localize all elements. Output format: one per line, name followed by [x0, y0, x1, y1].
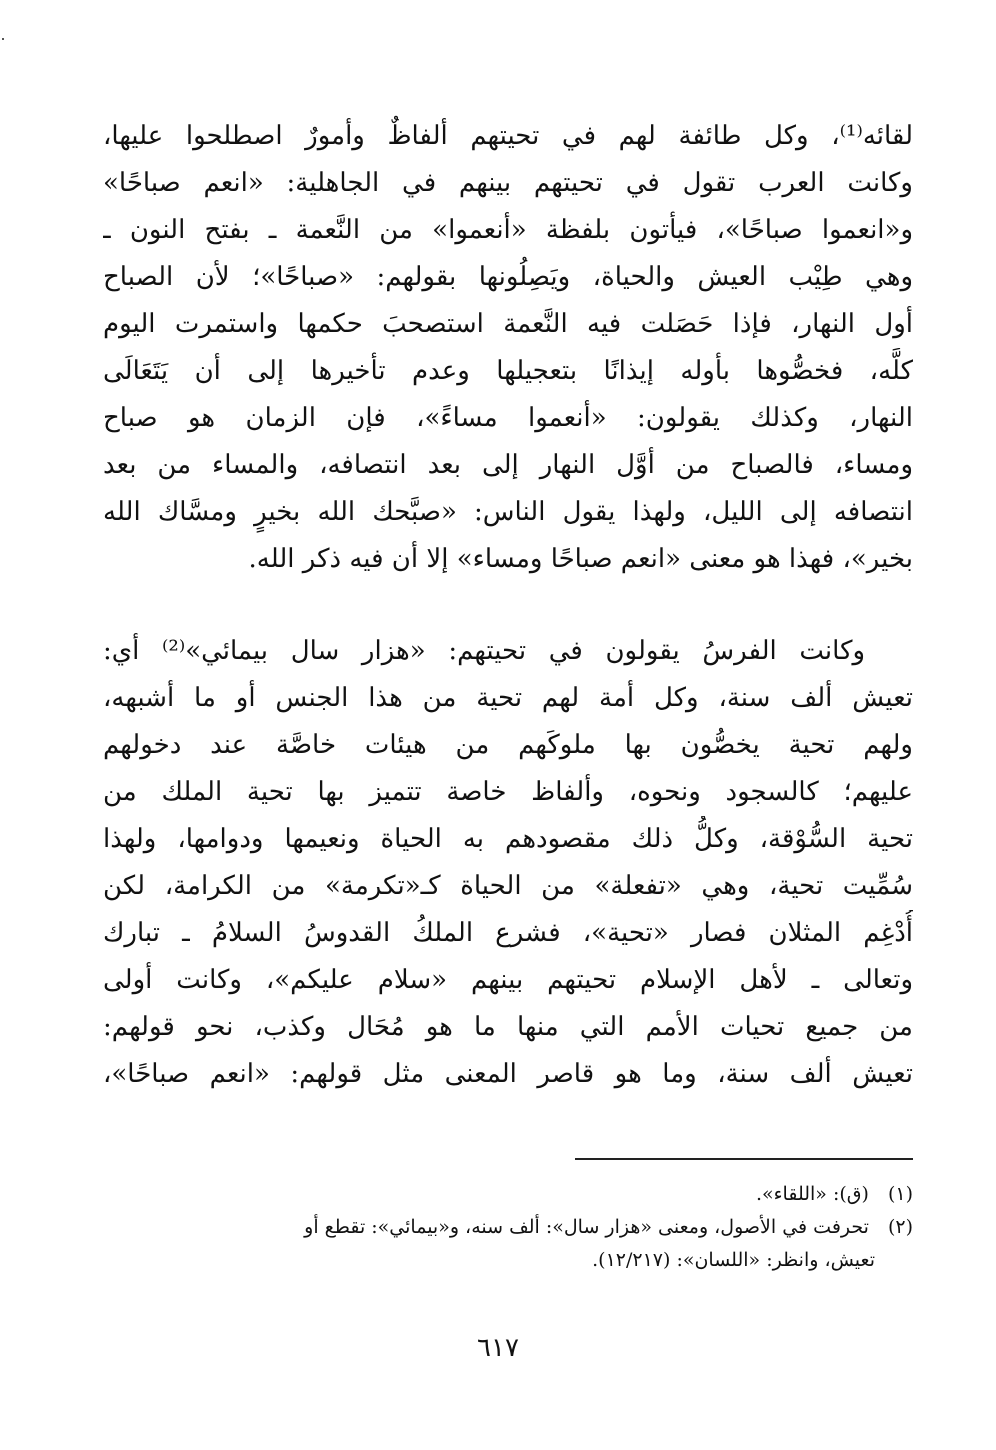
text-line: وكانت العرب تقول في تحيتهم بينهم في الجاهلية: «انعم صباحًا» — [103, 168, 913, 198]
footnote-separator — [575, 1158, 913, 1160]
text-line: تعيش ألف سنة، وكل أمة لهم تحية من هذا الجنس أو ما أشبهه، — [103, 683, 913, 713]
text-line: من جميع تحيات الأمم التي منها ما هو مُحَال وكذب، نحو قولهم: — [103, 1012, 913, 1042]
text-line: النهار، وكذلك يقولون: «أنعموا مساءً»، فإن الزمان هو صباح — [103, 403, 913, 433]
text-line: سُمِّيت تحية، وهي «تفعلة» من الحياة كـ«تكرمة» من الكرامة، لكن — [103, 871, 913, 901]
text-line: أُدْغِم المثلان فصار «تحية»، فشرع الملكُ القدوسُ السلامُ ـ تبارك — [103, 918, 913, 948]
paragraph-2 — [103, 628, 913, 1098]
text-line: كلَّه، فخصُّوها بأوله إيذانًا بتعجيلها وعدم تأخيرها إلى أن يَتَعَالَى — [103, 356, 913, 386]
text-line: تحية السُّوْقة، وكلُّ ذلك مقصودهم به الحياة ونعيمها ودوامها، ولهذا — [103, 824, 913, 854]
text-line: بخير»، فهذا هو معنى «انعم صباحًا ومساء» إلا أن فيه ذكر الله. — [248, 544, 913, 574]
footnote-number: (٢) — [887, 1216, 913, 1238]
footnote-text: تعيش، وانظر: «اللسان»: (١٢/٢١٧). — [592, 1249, 875, 1271]
footnote-2-continuation — [103, 1244, 913, 1277]
text-line: ومساء، فالصباح من أوَّل النهار إلى بعد انتصافه، والمساء من بعد — [103, 450, 913, 480]
paragraph-1 — [103, 113, 913, 583]
text-line: لقائه⁽¹⁾، وكل طائفة لهم في تحيتهم ألفاظٌ وأمورٌ اصطلحوا عليها، — [103, 121, 913, 151]
footnote-text: تحرفت في الأصول، ومعنى «هزار سال»: ألف سنه، و«بيمائي»: تقطع أو — [304, 1216, 869, 1238]
footnote-2 — [103, 1211, 913, 1244]
footnote-number: (١) — [887, 1183, 913, 1205]
text-line: وكانت الفرسُ يقولون في تحيتهم: «هزار سال بيمائي»⁽²⁾ أي: — [103, 636, 866, 666]
scan-speck — [2, 38, 4, 40]
text-line: و«انعموا صباحًا»، فيأتون بلفظة «أنعموا» من النَّعمة ـ بفتح النون ـ — [103, 215, 913, 245]
footnote-text: (ق): «اللقاء». — [755, 1183, 869, 1205]
text-line: ولهم تحية يخصُّون بها ملوكَهم من هيئات خاصَّة عند دخولهم — [103, 730, 913, 760]
text-line: وهي طِيْب العيش والحياة، ويَصِلُونها بقولهم: «صباحًا»؛ لأن الصباح — [103, 262, 913, 292]
text-line: أول النهار، فإذا حَصَلت فيه النَّعمة استصحبَ حكمها واستمرت اليوم — [103, 309, 913, 339]
page-number: ٦١٧ — [477, 1333, 519, 1363]
text-line: انتصافه إلى الليل، ولهذا يقول الناس: «صبَّحك الله بخيرٍ ومسَّاك الله — [103, 497, 913, 527]
footnote-1 — [103, 1178, 913, 1211]
text-line: وتعالى ـ لأهل الإسلام تحيتهم بينهم «سلام عليكم»، وكانت أولى — [103, 965, 913, 995]
footnotes — [103, 1178, 913, 1277]
text-line: عليهم؛ كالسجود ونحوه، وألفاظ خاصة تتميز بها تحية الملك من — [103, 777, 913, 807]
text-line: تعيش ألف سنة، وما هو قاصر المعنى مثل قولهم: «انعم صباحًا»، — [103, 1059, 913, 1089]
